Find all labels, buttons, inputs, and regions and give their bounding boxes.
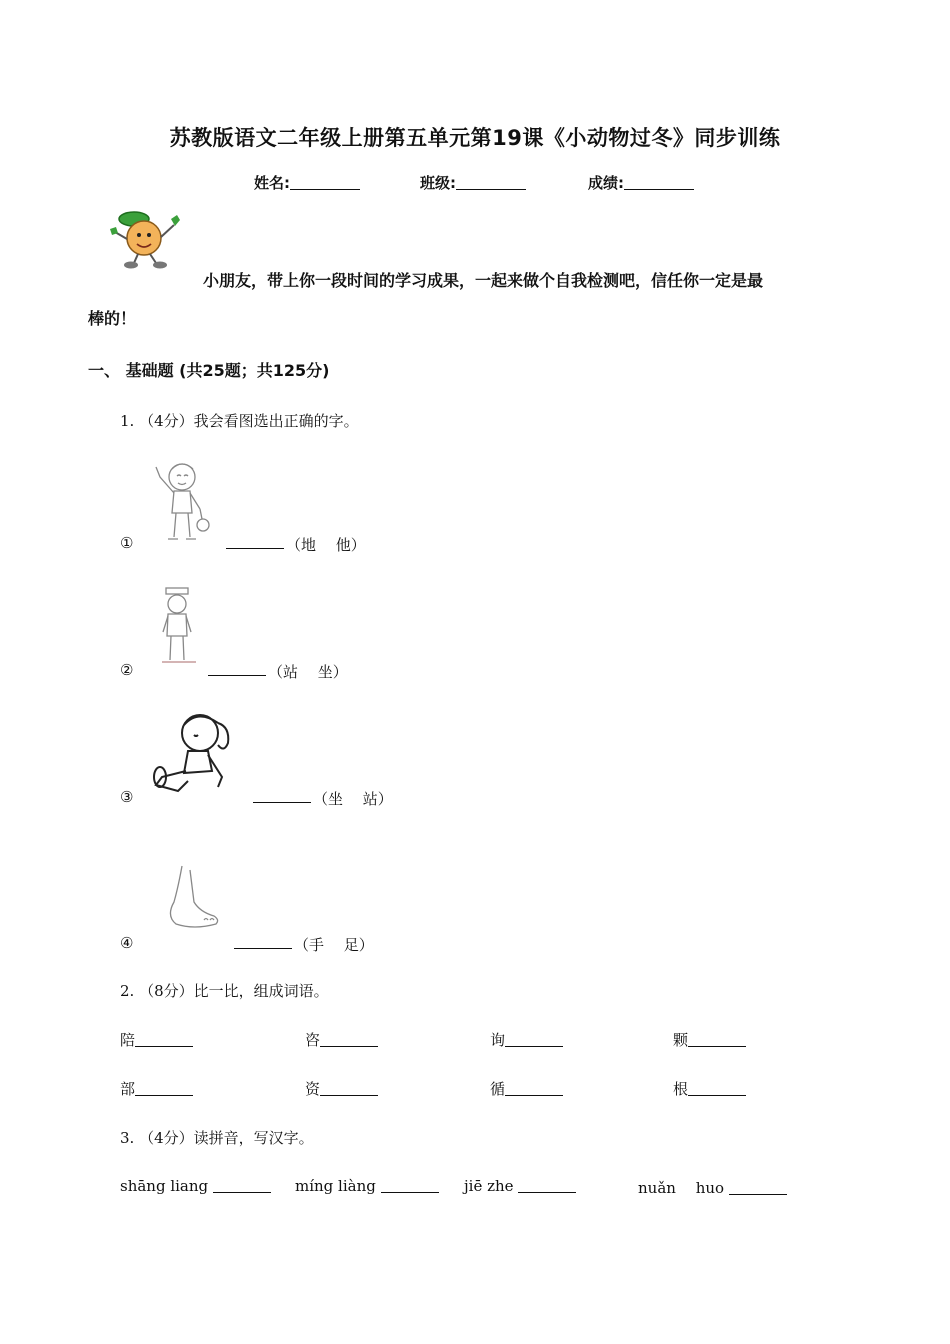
- class-blank[interactable]: [456, 174, 526, 190]
- item-2-number: ②: [120, 661, 134, 679]
- item-2-options: （站 坐）: [268, 663, 348, 681]
- question-2-prompt: 2. （8分）比一比，组成词语。: [120, 982, 329, 1000]
- score-blank[interactable]: [624, 174, 694, 190]
- word-blank[interactable]: [688, 1032, 746, 1047]
- word-cell: [490, 1029, 563, 1050]
- word-cell: [305, 1029, 378, 1050]
- item-3-blank[interactable]: [253, 788, 311, 803]
- pinyin-blank[interactable]: [729, 1180, 787, 1195]
- pinyin-text: nuǎn huo: [638, 1179, 725, 1197]
- name-blank[interactable]: [290, 174, 360, 190]
- pinyin-cell: [638, 1177, 787, 1198]
- item-3-options: （坐 站）: [313, 790, 393, 808]
- intro-line-2: 棒的！: [88, 309, 137, 328]
- pinyin-cell: [464, 1177, 576, 1195]
- word-blank[interactable]: [320, 1081, 378, 1096]
- item-4-blank[interactable]: [234, 934, 292, 949]
- question-1-prompt: 1. （4分）我会看图选出正确的字。: [120, 412, 359, 430]
- class-field: [420, 172, 526, 193]
- pinyin-blank[interactable]: [381, 1178, 439, 1193]
- word-char: 咨: [305, 1031, 321, 1049]
- boy-waving-image: [150, 455, 220, 547]
- word-blank[interactable]: [688, 1081, 746, 1096]
- score-field: [588, 172, 694, 193]
- score-label: 成绩:: [588, 174, 624, 192]
- word-cell: [120, 1078, 193, 1099]
- item-1-blank[interactable]: [226, 534, 284, 549]
- name-label: 姓名:: [254, 174, 290, 192]
- word-char: 陪: [120, 1031, 136, 1049]
- word-char: 询: [490, 1031, 506, 1049]
- word-cell: [490, 1078, 563, 1099]
- page-title: 苏教版语文二年级上册第五单元第19课《小动物过冬》同步训练: [169, 126, 781, 150]
- pinyin-text: jiē zhe: [464, 1177, 514, 1195]
- item-2-blank[interactable]: [208, 661, 266, 676]
- word-char: 循: [490, 1080, 506, 1098]
- intro-line-1: 小朋友，带上你一段时间的学习成果，一起来做个自我检测吧，信任你一定是最: [203, 271, 764, 290]
- question-3-prompt: 3. （4分）读拼音，写汉字。: [120, 1129, 314, 1147]
- pinyin-blank[interactable]: [213, 1178, 271, 1193]
- word-blank[interactable]: [135, 1032, 193, 1047]
- word-char: 颗: [673, 1031, 689, 1049]
- pinyin-text: míng liàng: [295, 1177, 376, 1195]
- class-label: 班级:: [420, 174, 456, 192]
- word-blank[interactable]: [135, 1081, 193, 1096]
- word-cell: [673, 1029, 746, 1050]
- item-3-number: ③: [120, 788, 134, 806]
- word-char: 部: [120, 1080, 136, 1098]
- word-cell: [673, 1078, 746, 1099]
- item-1-number: ①: [120, 534, 134, 552]
- girl-sitting-image: [148, 705, 248, 797]
- item-4-number: ④: [120, 934, 134, 952]
- word-char: 资: [305, 1080, 321, 1098]
- boy-standing-image: [156, 586, 200, 668]
- word-blank[interactable]: [505, 1032, 563, 1047]
- section-heading: 一、 基础题 (共25题；共125分): [88, 361, 330, 380]
- word-cell: [120, 1029, 193, 1050]
- pinyin-text: shāng liang: [120, 1177, 209, 1195]
- word-char: 根: [673, 1080, 689, 1098]
- foot-image: [160, 864, 222, 932]
- pinyin-cell: [120, 1177, 271, 1195]
- pinyin-cell: [295, 1177, 439, 1195]
- item-1-options: （地 他）: [286, 536, 366, 554]
- word-blank[interactable]: [505, 1081, 563, 1096]
- item-4-options: （手 足）: [294, 936, 374, 954]
- name-field: [254, 172, 360, 193]
- pinyin-blank[interactable]: [518, 1178, 576, 1193]
- mascot-illustration: [106, 205, 188, 271]
- word-cell: [305, 1078, 378, 1099]
- word-blank[interactable]: [320, 1032, 378, 1047]
